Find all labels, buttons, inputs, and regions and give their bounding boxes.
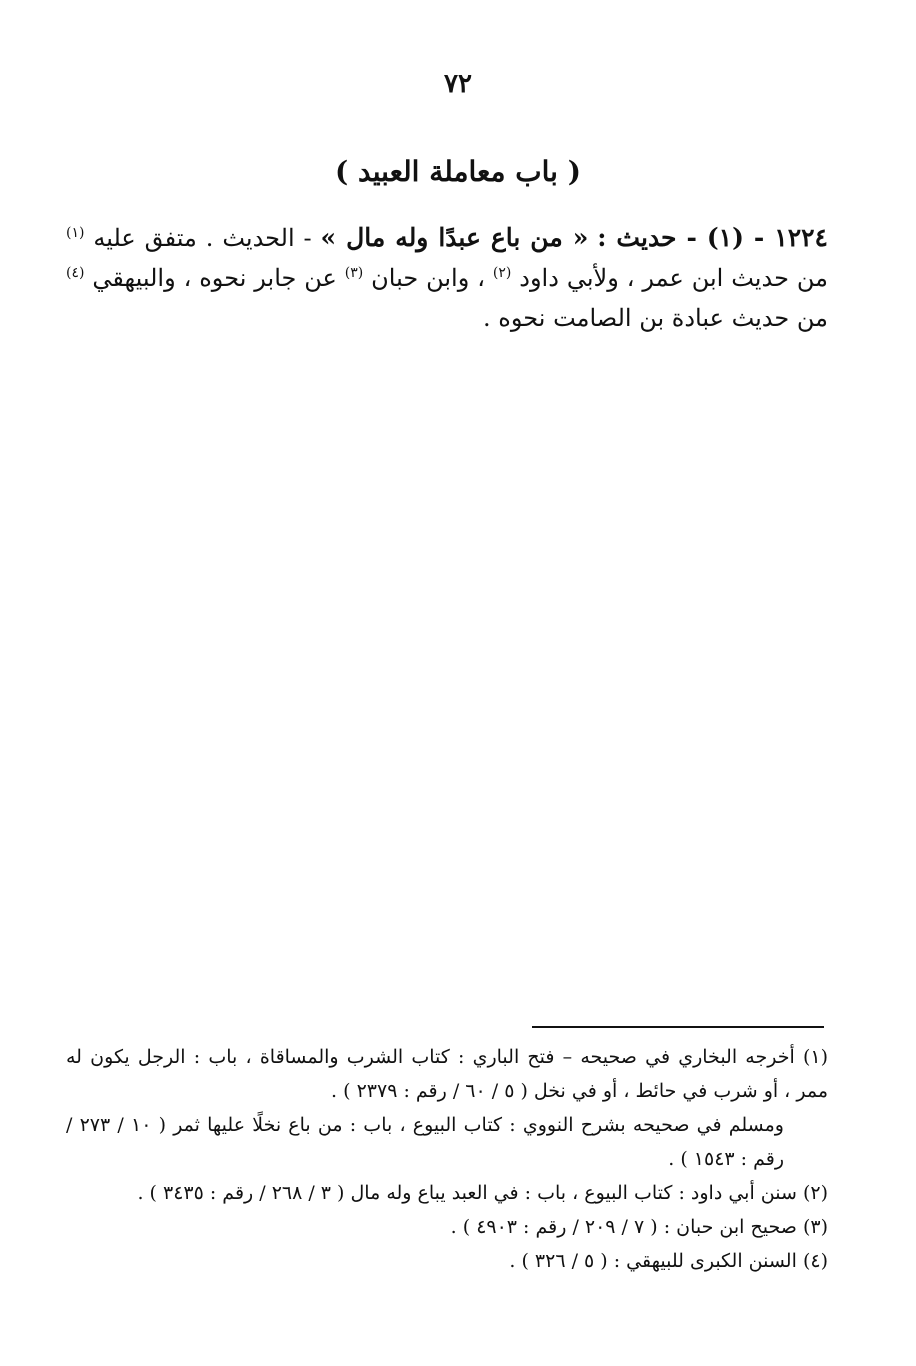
- footnote-3: [66, 1210, 828, 1244]
- footnote-label: (٤): [802, 1250, 828, 1272]
- footnote-2: [66, 1176, 828, 1210]
- footnote-text: السنن الكبرى للبيهقي : ( ٥ / ٣٢٦ ) .: [509, 1250, 797, 1272]
- footnote-1-continuation: [66, 1108, 828, 1176]
- footnote-text: أخرجه البخاري في صحيحه – فتح الباري : كتاب الشرب والمساقاة ، باب : الرجل يكون: [90, 1046, 795, 1068]
- footnote-1: [66, 1040, 828, 1108]
- footnote-text: صحيح ابن حبان : ( ٧ / ٢٠٩ / رقم : ٤٩٠٣ ) .: [450, 1216, 797, 1238]
- footnote-label: (١): [802, 1046, 828, 1068]
- footnote-ref: (٢): [492, 265, 512, 281]
- hadith-quote: « من باع عبدًا وله مال »: [320, 223, 589, 252]
- hadith-number: ١٢٢٤ - (١) - حديث :: [597, 223, 828, 252]
- footnote-ref: (٣): [344, 265, 364, 281]
- footnote-separator: [532, 1026, 824, 1028]
- hadith-text: من حديث ابن عمر ، ولأبي داود: [519, 264, 828, 292]
- footnote-4: [66, 1244, 828, 1278]
- hadith-text: - الحديث . متفق عليه: [93, 224, 312, 252]
- hadith-text: عن جابر نحوه ، والبيهقي: [92, 264, 337, 292]
- hadith-text: من حديث عبادة بن الصامت نحوه .: [483, 304, 828, 332]
- footnote-text: له ممر ، أو شرب في حائط ، أو في نخل ( ٥ / ٦٠ / رقم : ٢٣٧٩ ) .: [66, 1046, 828, 1102]
- footnote-label: (٢): [802, 1182, 828, 1204]
- footnote-label: (٣): [802, 1216, 828, 1238]
- footnote-ref: (١): [66, 225, 85, 241]
- footnote-ref: (٤): [66, 265, 85, 281]
- footnote-text: سنن أبي داود : كتاب البيوع ، باب : في العبد يباع وله مال ( ٣ / ٢٦٨ / رقم : ٣٤٣٥ ) .: [137, 1182, 797, 1204]
- chapter-title: ( باب معاملة العبيد ): [335, 155, 581, 188]
- hadith-paragraph: [66, 218, 828, 338]
- footnote-text: ومسلم في صحيحه بشرح النووي : كتاب البيوع ، باب : من باع نخلًا عليها ثمر ( ١٠ /: [117, 1114, 784, 1136]
- footnote-text: ٢٧٣ / رقم : ١٥٤٣ ) .: [66, 1114, 784, 1170]
- page-number: ٧٢: [444, 69, 472, 99]
- footnotes: [66, 1040, 828, 1278]
- hadith-text: ، وابن حبان: [371, 264, 485, 292]
